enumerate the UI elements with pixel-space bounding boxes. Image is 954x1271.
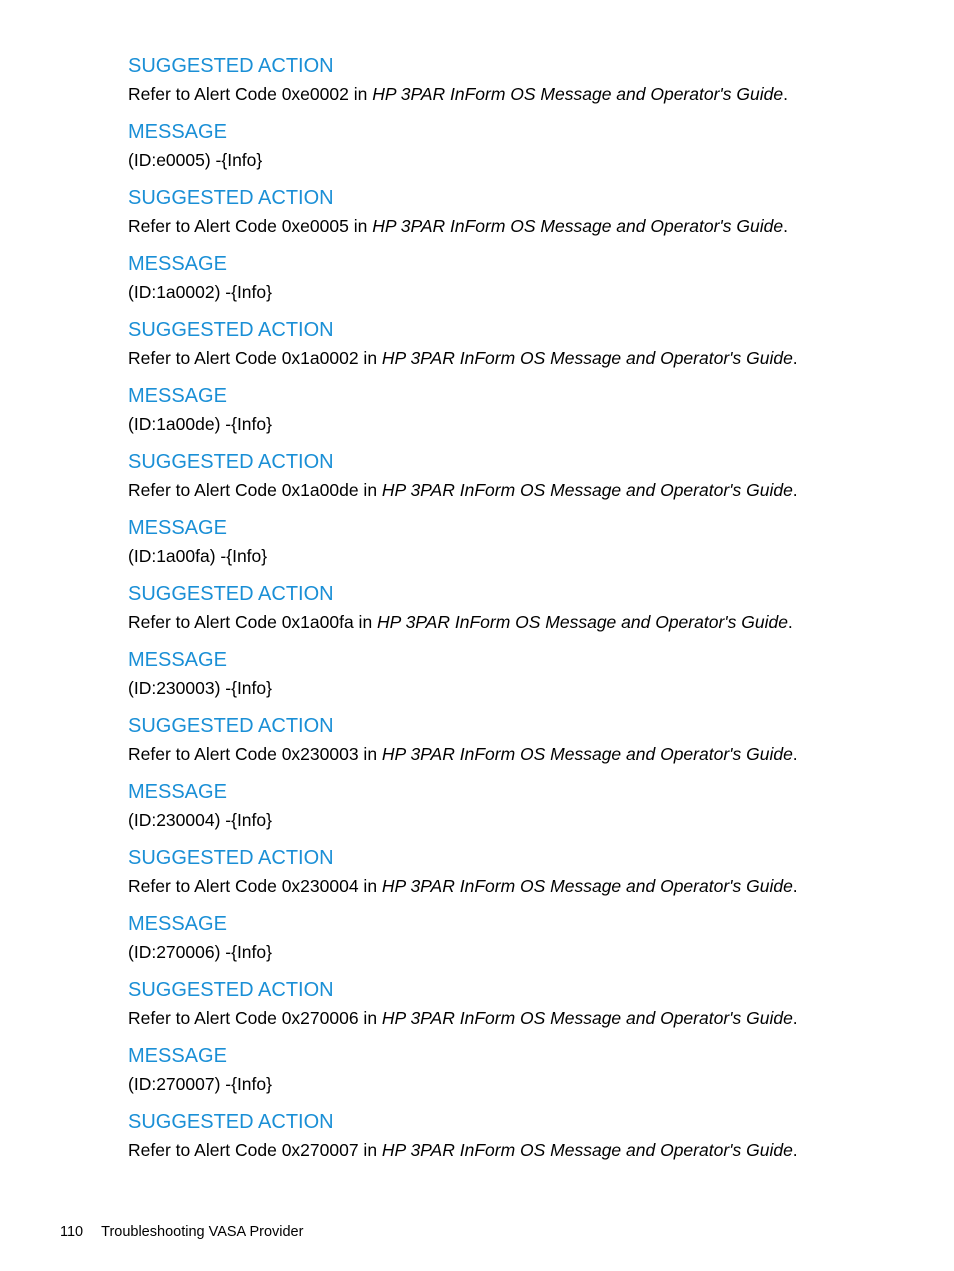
suggested-action-text — [128, 1136, 908, 1164]
guide-title: HP 3PAR InForm OS Message and Operator's Guide — [381, 348, 793, 368]
suggested-action-block — [128, 844, 908, 910]
message-block — [128, 250, 908, 316]
alert-code-reference: Refer to Alert Code 0xe0005 in — [128, 216, 373, 236]
suggested-action-block — [128, 976, 908, 1042]
suggested-action-block — [128, 184, 908, 250]
suggested-action-text — [128, 476, 908, 504]
suggested-action-heading: SUGGESTED ACTION — [128, 187, 334, 209]
sentence-end: . — [783, 216, 788, 236]
sentence-end: . — [792, 744, 798, 764]
message-heading: MESSAGE — [128, 649, 227, 671]
alert-code-reference: Refer to Alert Code 0x230004 in — [128, 876, 382, 896]
message-heading: MESSAGE — [128, 385, 227, 407]
suggested-action-text — [128, 212, 908, 240]
alert-code-reference: Refer to Alert Code 0x1a0002 in — [128, 348, 382, 368]
suggested-action-heading: SUGGESTED ACTION — [128, 715, 334, 737]
sentence-end: . — [787, 612, 793, 632]
message-heading: MESSAGE — [128, 517, 227, 539]
suggested-action-block — [128, 316, 908, 382]
message-heading: MESSAGE — [128, 781, 227, 803]
message-block — [128, 910, 908, 976]
alert-code-reference: Refer to Alert Code 0x270006 in — [128, 1008, 382, 1028]
alert-code-reference: Refer to Alert Code 0x230003 in — [128, 744, 382, 764]
message-text: (ID:1a00fa) -{Info} — [128, 546, 268, 566]
message-text: (ID:230004) -{Info} — [128, 810, 272, 830]
guide-title: HP 3PAR InForm OS Message and Operator's Guide — [381, 1140, 793, 1160]
suggested-action-block — [128, 580, 908, 646]
message-block — [128, 646, 908, 712]
sentence-end: . — [792, 1140, 798, 1160]
page-number: 110 — [60, 1224, 84, 1240]
message-block — [128, 118, 908, 184]
suggested-action-text — [128, 80, 908, 108]
suggested-action-text — [128, 872, 908, 900]
suggested-action-text — [128, 344, 908, 372]
message-text: (ID:1a00de) -{Info} — [128, 414, 272, 434]
sentence-end: . — [783, 84, 788, 104]
suggested-action-text — [128, 740, 908, 768]
message-text: (ID:270007) -{Info} — [128, 1074, 272, 1094]
suggested-action-heading: SUGGESTED ACTION — [128, 451, 334, 473]
guide-title: HP 3PAR InForm OS Message and Operator's Guide — [381, 876, 793, 896]
message-block — [128, 1042, 908, 1108]
sentence-end: . — [792, 348, 798, 368]
message-heading: MESSAGE — [128, 913, 227, 935]
message-heading: MESSAGE — [128, 253, 227, 275]
suggested-action-block — [128, 1108, 908, 1174]
message-text: (ID:230003) -{Info} — [128, 678, 272, 698]
suggested-action-heading: SUGGESTED ACTION — [128, 847, 334, 869]
guide-title: HP 3PAR InForm OS Message and Operator's Guide — [381, 744, 793, 764]
suggested-action-heading: SUGGESTED ACTION — [128, 1111, 334, 1133]
alert-code-reference: Refer to Alert Code 0x270007 in — [128, 1140, 382, 1160]
guide-title: HP 3PAR InForm OS Message and Operator's Guide — [381, 1008, 793, 1028]
guide-title: HP 3PAR InForm OS Message and Operator's Guide — [381, 480, 793, 500]
sentence-end: . — [792, 480, 798, 500]
message-heading: MESSAGE — [128, 121, 227, 143]
guide-title: HP 3PAR InForm OS Message and Operator's Guide — [372, 216, 784, 236]
sentence-end: . — [792, 876, 798, 896]
alert-code-reference: Refer to Alert Code 0x1a00fa in — [128, 612, 378, 632]
suggested-action-block — [128, 448, 908, 514]
guide-title: HP 3PAR InForm OS Message and Operator's Guide — [372, 84, 784, 104]
suggested-action-heading: SUGGESTED ACTION — [128, 583, 334, 605]
footer-section-title: Troubleshooting VASA Provider — [101, 1224, 304, 1240]
message-block — [128, 382, 908, 448]
suggested-action-heading: SUGGESTED ACTION — [128, 55, 334, 77]
message-text: (ID:270006) -{Info} — [128, 942, 272, 962]
suggested-action-block — [128, 712, 908, 778]
message-block — [128, 778, 908, 844]
page-footer — [60, 1221, 303, 1243]
guide-title: HP 3PAR InForm OS Message and Operator's Guide — [377, 612, 788, 632]
suggested-action-block — [128, 52, 908, 118]
message-text: (ID:e0005) -{Info} — [128, 150, 263, 170]
sentence-end: . — [792, 1008, 798, 1028]
suggested-action-text — [128, 608, 908, 636]
suggested-action-heading: SUGGESTED ACTION — [128, 319, 334, 341]
suggested-action-text — [128, 1004, 908, 1032]
page-content — [128, 52, 908, 1174]
message-heading: MESSAGE — [128, 1045, 227, 1067]
message-block — [128, 514, 908, 580]
alert-code-reference: Refer to Alert Code 0x1a00de in — [128, 480, 382, 500]
alert-code-reference: Refer to Alert Code 0xe0002 in — [128, 84, 373, 104]
message-text: (ID:1a0002) -{Info} — [128, 282, 272, 302]
suggested-action-heading: SUGGESTED ACTION — [128, 979, 334, 1001]
